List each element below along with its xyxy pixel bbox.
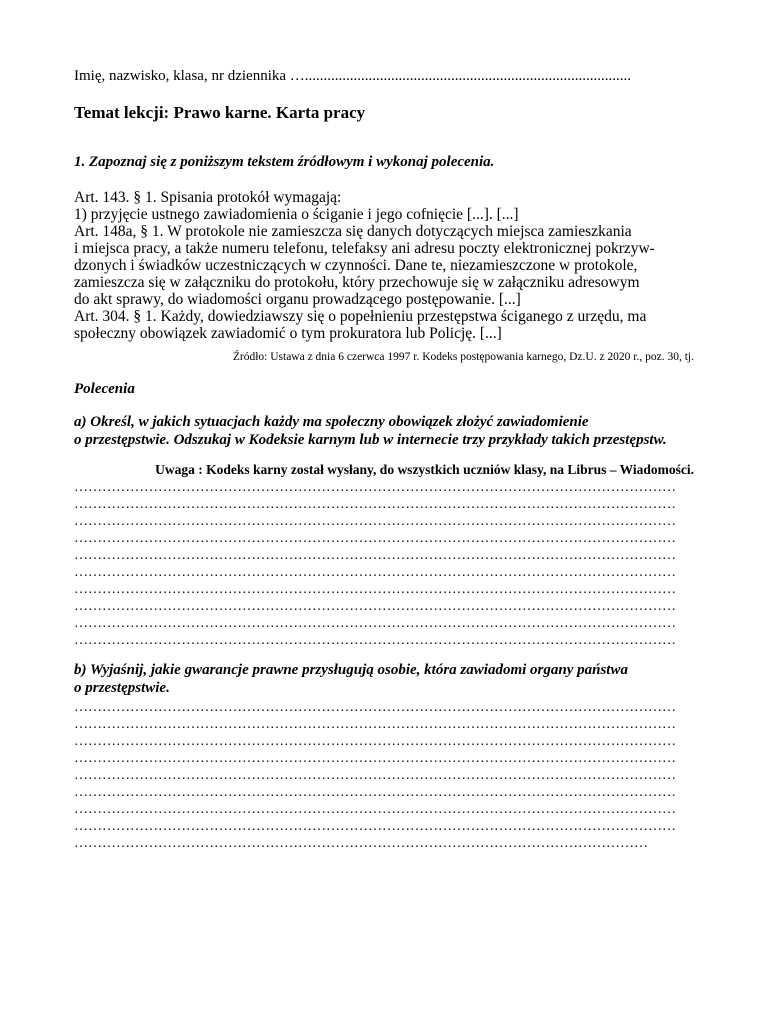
source-text-line: Art. 143. § 1. Spisania protokół wymagają: — [74, 189, 342, 206]
task-b-line-2: o przestępstwie. — [74, 680, 170, 696]
lesson-title: Temat lekcji: Prawo karne. Karta pracy — [74, 103, 366, 122]
source-text-line: zamieszcza się w załączniku do protokołu, który przechowuje się w załączniku adresowym — [74, 274, 640, 291]
task-a-line-1: a) Określ, w jakich sytuacjach każdy ma społeczny obowiązek złożyć zawiadomienie — [74, 414, 589, 430]
answer-line[interactable]: ………………………………………………………………………………………………………………… — [74, 531, 676, 546]
answer-line[interactable]: ………………………………………………………………………………………………………………… — [74, 599, 676, 614]
task-a-line-2: o przestępstwie. Odszukaj w Kodeksie karnym lub w internecie trzy przykłady takich przestępstw. — [74, 432, 667, 448]
answer-line[interactable]: ………………………………………………………………………………………………………………… — [74, 700, 676, 715]
answer-line[interactable]: ………………………………………………………………………………………………………………… — [74, 582, 676, 597]
source-text-line: Art. 148a, § 1. W protokole nie zamieszcza się danych dotyczących miejsca zamieszkania — [74, 223, 632, 240]
student-info-line: Imię, nazwisko, klasa, nr dziennika …....................................................................................... — [74, 68, 632, 84]
answer-line[interactable]: ………………………………………………………………………………………………………………… — [74, 548, 676, 563]
answer-line[interactable]: …………………………………………………………………………………………………………… — [74, 836, 648, 851]
answer-line[interactable]: ………………………………………………………………………………………………………………… — [74, 768, 676, 783]
source-text-line: społeczny obowiązek zawiadomić o tym prokuratora lub Policję. [...] — [74, 325, 502, 342]
task-1-instruction: 1. Zapoznaj się z poniższym tekstem źródłowym i wykonaj polecenia. — [74, 154, 495, 170]
answer-line[interactable]: ………………………………………………………………………………………………………………… — [74, 785, 676, 800]
task-b-line-1: b) Wyjaśnij, jakie gwarancje prawne przysługują osobie, która zawiadomi organy państwa — [74, 662, 628, 678]
source-text-line: dzonych i świadków uczestniczących w czynności. Dane te, niezamieszczone w protokole, — [74, 257, 638, 274]
source-text-line: Art. 304. § 1. Każdy, dowiedziawszy się o popełnieniu przestępstwa ściganego z urzędu, ma — [74, 308, 647, 325]
answer-line[interactable]: ………………………………………………………………………………………………………………… — [74, 633, 676, 648]
answer-line[interactable]: ………………………………………………………………………………………………………………… — [74, 497, 676, 512]
answer-line[interactable]: ………………………………………………………………………………………………………………… — [74, 565, 676, 580]
answer-line[interactable]: ………………………………………………………………………………………………………………… — [74, 819, 676, 834]
answer-line[interactable]: ………………………………………………………………………………………………………………… — [74, 734, 676, 749]
uwaga-note: Uwaga : Kodeks karny został wysłany, do wszystkich uczniów klasy, na Librus – Wiadomości. — [155, 462, 694, 477]
answer-line[interactable]: ………………………………………………………………………………………………………………… — [74, 616, 676, 631]
polecenia-heading: Polecenia — [74, 381, 135, 397]
source-citation: Źródło: Ustawa z dnia 6 czerwca 1997 r. Kodeks postępowania karnego, Dz.U. z 2020 r., poz. 30, tj. — [232, 351, 694, 363]
answer-line[interactable]: ………………………………………………………………………………………………………………… — [74, 514, 676, 529]
source-text-line: do akt sprawy, do wiadomości organu prowadzącego postępowanie. [...] — [74, 291, 521, 308]
answer-line[interactable]: ………………………………………………………………………………………………………………… — [74, 802, 676, 817]
answer-line[interactable]: ………………………………………………………………………………………………………………… — [74, 480, 676, 495]
answer-line[interactable]: ………………………………………………………………………………………………………………… — [74, 717, 676, 732]
source-text-line: 1) przyjęcie ustnego zawiadomienia o ściganie i jego cofnięcie [...]. [...] — [74, 206, 519, 223]
answer-line[interactable]: ………………………………………………………………………………………………………………… — [74, 751, 676, 766]
source-text-line: i miejsca pracy, a także numeru telefonu, telefaksy ani adresu poczty elektronicznej pokrzyw- — [74, 240, 655, 257]
